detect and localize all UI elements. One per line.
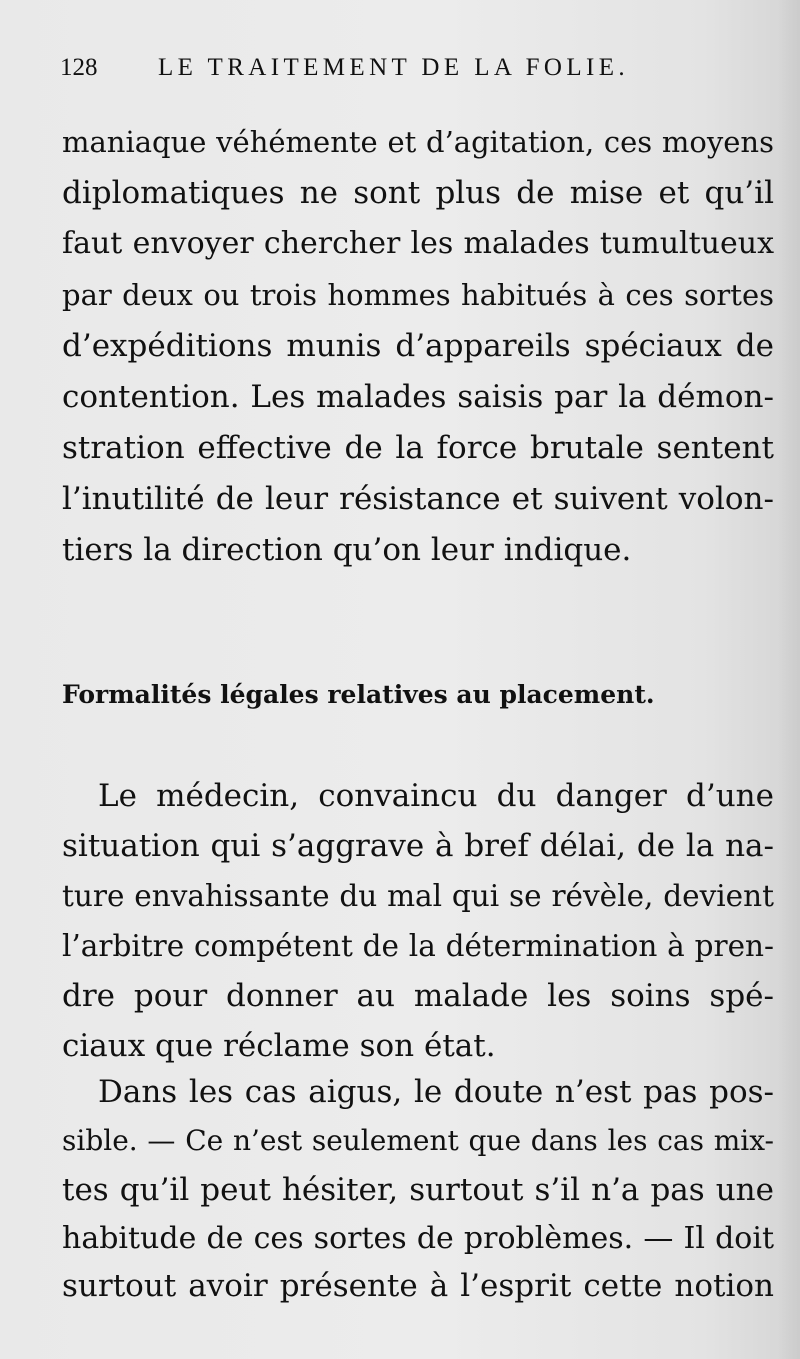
text-line: ture envahissante du mal qui se révèle, devient	[62, 879, 774, 913]
text-line: par deux ou trois hommes habitués à ces sortes	[62, 278, 774, 312]
text-line: sible. — Ce n’est seulement que dans les cas mix-	[62, 1124, 774, 1157]
text-line: tes qu’il peut hésiter, surtout s’il n’a pas une	[62, 1172, 774, 1208]
text-line: ciaux que réclame son état.	[62, 1028, 496, 1064]
text-line: situation qui s’aggrave à bref délai, de la na-	[62, 828, 774, 864]
text-line: stration effective de la force brutale sentent	[62, 430, 774, 466]
text-line: diplomatiques ne sont plus de mise et qu’il	[62, 175, 774, 211]
page-number: 128	[60, 54, 98, 81]
section-heading: Formalités légales relatives au placement.	[62, 680, 655, 709]
page-edge-shadow	[778, 0, 800, 1359]
text-line: Le médecin, convaincu du danger d’une	[98, 778, 774, 814]
text-line: l’arbitre compétent de la détermination à pren-	[62, 929, 774, 963]
text-line: l’inutilité de leur résistance et suivent volon-	[62, 481, 774, 517]
text-line: d’expéditions munis d’appareils spéciaux de	[62, 328, 774, 364]
text-line: dre pour donner au malade les soins spé-	[62, 978, 774, 1014]
running-title: LE TRAITEMENT DE LA FOLIE.	[158, 54, 630, 81]
text-line: surtout avoir présente à l’esprit cette notion	[62, 1268, 774, 1304]
text-line: faut envoyer chercher les malades tumultueux	[62, 226, 774, 261]
text-line: contention. Les malades saisis par la démon-	[62, 379, 774, 415]
text-line: Dans les cas aigus, le doute n’est pas pos-	[98, 1074, 774, 1110]
text-line: habitude de ces sortes de problèmes. — Il doit	[62, 1221, 774, 1256]
text-line: maniaque véhémente et d’agitation, ces moyens	[62, 125, 774, 159]
running-head	[60, 48, 760, 88]
text-line: tiers la direction qu’on leur indique.	[62, 532, 632, 568]
